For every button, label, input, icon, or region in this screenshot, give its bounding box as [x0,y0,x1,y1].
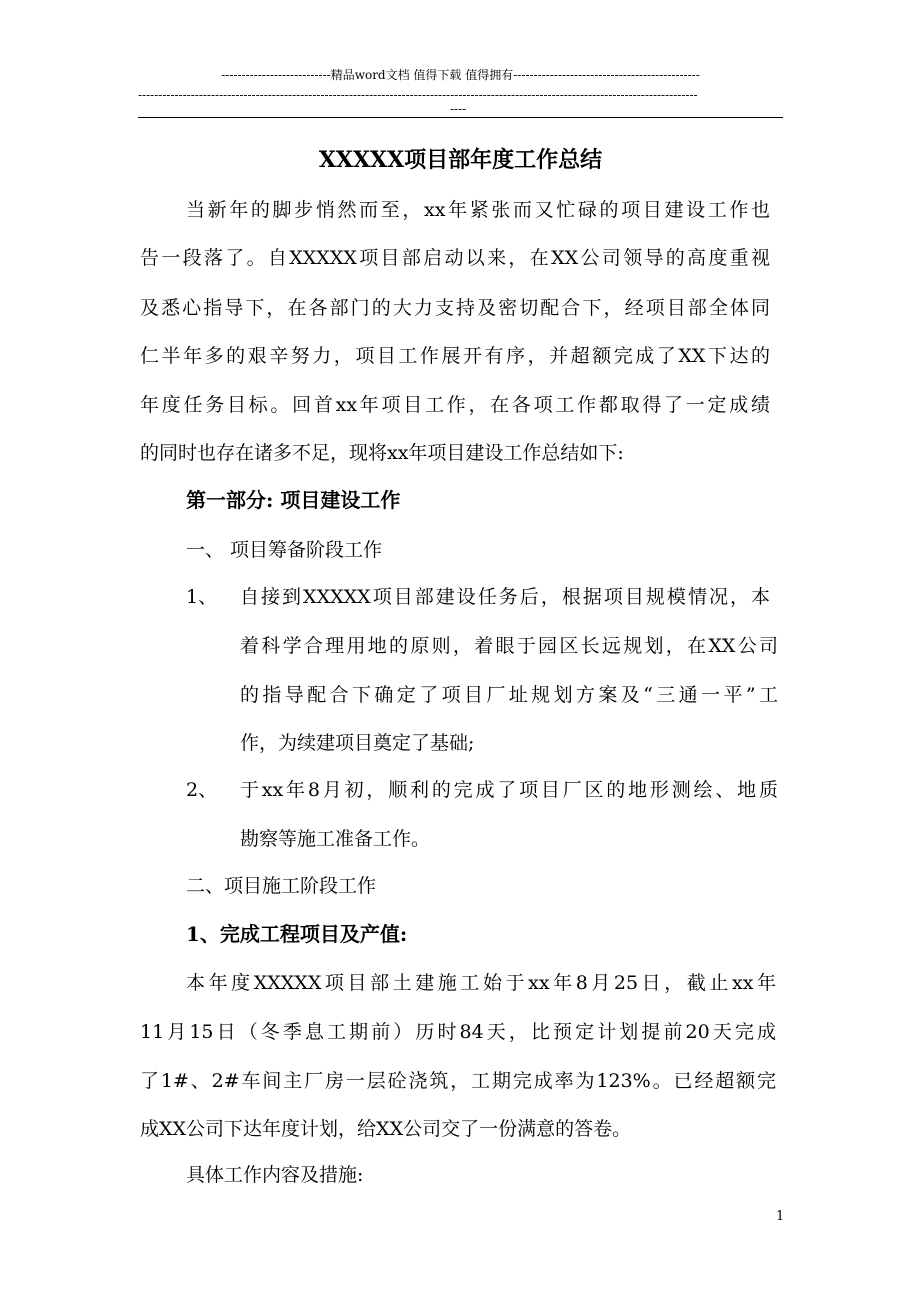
item1-line-3: 的指导配合下确定了项目厂址规划方案及“三通一平”工 [240,684,778,706]
item2-line-1: 于xx年8月初，顺利的完成了项目厂区的地形测绘、地质 [240,779,778,801]
header-rule [138,117,783,118]
part1-heading: 第一部分: 项目建设工作 [186,488,401,512]
intro-line-1: 当新年的脚步悄然而至，xx年紧张而又忙碌的项目建设工作也 [186,199,770,221]
output-line-2: 11月15日（冬季息工期前）历时84天，比预定计划提前20天完成 [140,1021,776,1043]
item1-line-1: 自接到XXXXX项目部建设任务后，根据项目规模情况，本 [240,586,770,608]
page-number: 1 [776,1209,785,1224]
item1-number: 1、 [186,586,218,608]
output-line-1: 本年度XXXXX项目部土建施工始于xx年8月25日，截止xx年 [186,972,776,994]
intro-line-2: 告一段落了。自XXXXX项目部启动以来，在XX公司领导的高度重视 [140,247,770,269]
document-title: XXXXX项目部年度工作总结 [318,147,603,173]
intro-line-6: 的同时也存在诸多不足，现将xx年项目建设工作总结如下: [140,442,624,464]
section1-heading: 一、 项目筹备阶段工作 [186,539,383,561]
subsection1-heading: 1、完成工程项目及产值: [186,922,408,946]
section2-heading: 二、项目施工阶段工作 [186,875,377,897]
intro-line-4: 仁半年多的艰辛努力，项目工作展开有序，并超额完成了XX下达的 [140,345,770,367]
item2-line-2: 勘察等施工准备工作。 [240,828,431,850]
item1-line-2: 着科学合理用地的原则，着眼于园区长远规划，在XX公司 [240,635,778,657]
intro-line-5: 年度任务目标。回首xx年项目工作，在各项工作都取得了一定成绩 [140,394,770,416]
intro-line-3: 及悉心指导下，在各部门的大力支持及密切配合下，经项目部全体同 [140,297,770,319]
page-header-line-3: ---- [450,102,467,116]
item2-number: 2、 [186,779,218,801]
item1-line-4: 作，为续建项目奠定了基础; [240,732,475,754]
output-line-4: 成XX公司下达年度计划，给XX公司交了一份满意的答卷。 [140,1118,632,1140]
measures-heading: 具体工作内容及措施: [186,1164,364,1186]
output-line-3: 了1#、2#车间主厂房一层砼浇筑，工期完成率为123%。已经超额完 [140,1070,776,1092]
page-header-line-2: ------------------------------------------------------------------------------------------------------------------------------------------ [138,88,698,102]
page-header-line-1: ---------------------------精品word文档 值得下载 值得拥有---------------------------------------------- [221,68,700,82]
